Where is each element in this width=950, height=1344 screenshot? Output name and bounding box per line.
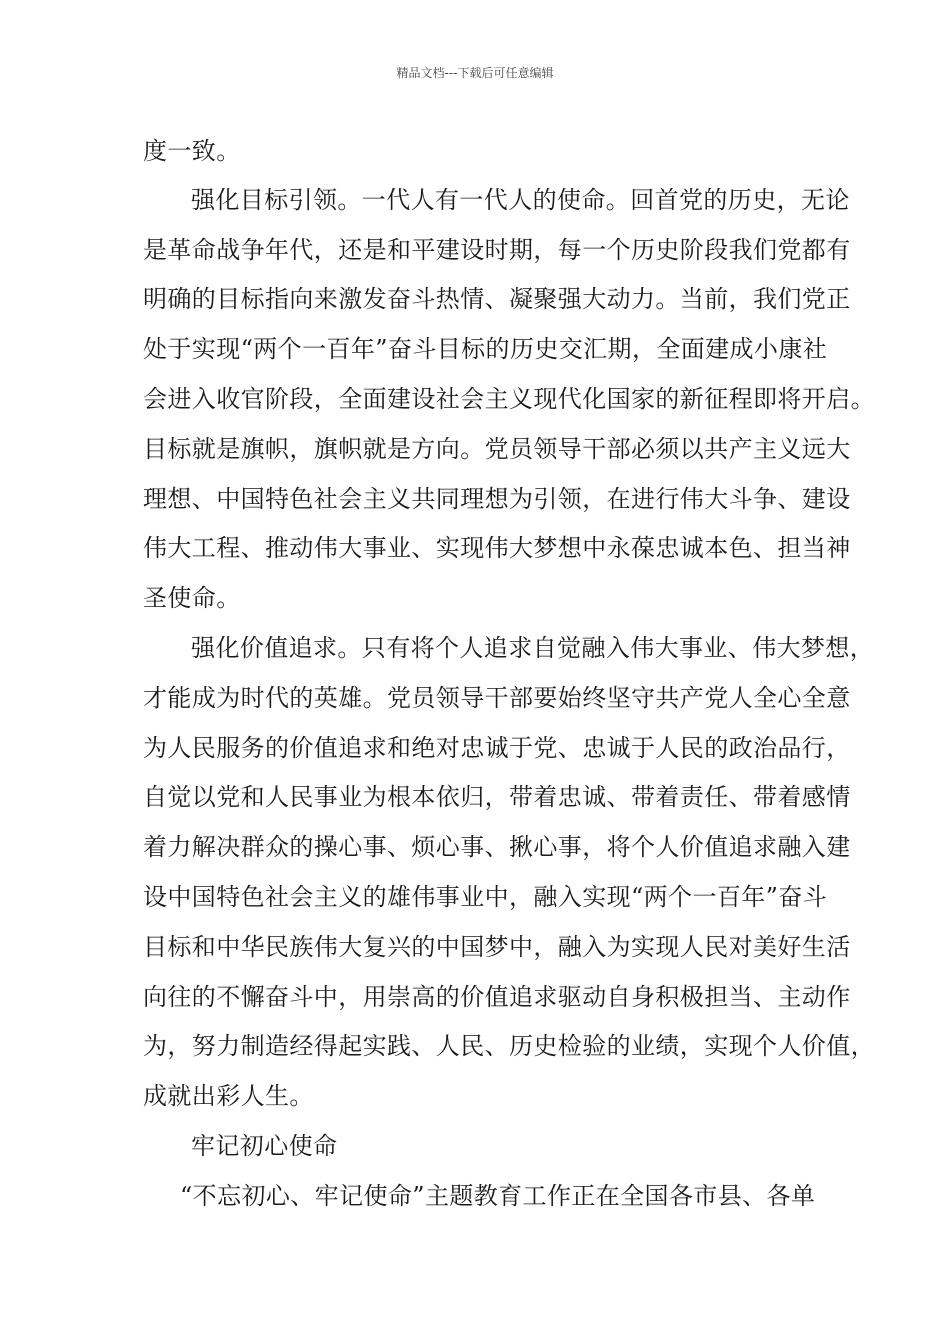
text-line: 是革命战争年代，还是和平建设时期，每一个历史阶段我们党都有 [143, 236, 851, 264]
text-line: 明确的目标指向来激发奋斗热情、凝聚强大动力。当前，我们党正 [143, 285, 851, 313]
text-line: 才能成为时代的英雄。党员领导干部要始终坚守共产党人全心全意 [143, 684, 851, 712]
text-line: 成就出彩人生。 [143, 1082, 314, 1110]
paragraph-first-line: 强化目标引领。一代人有一代人的使命。回首党的历史，无论 [191, 186, 850, 214]
text-line: 着力解决群众的操心事、烦心事、揪心事，将个人价值追求融入建 [143, 833, 851, 861]
text-line: 为，努力制造经得起实践、人民、历史检验的业绩，实现个人价值， [143, 1032, 875, 1060]
text-line: 伟大工程、推动伟大事业、实现伟大梦想中永葆忠诚本色、担当神 [143, 534, 851, 562]
text-line: 设中国特色社会主义的雄伟事业中，融入实现“两个一百年”奋斗 [143, 883, 828, 911]
text-line: 目标和中华民族伟大复兴的中国梦中，融入为实现人民对美好生活 [143, 933, 851, 961]
text-line: 度一致。 [143, 137, 241, 165]
section-heading: 牢记初心使命 [191, 1132, 338, 1160]
text-line: 处于实现“两个一百年”奋斗目标的历史交汇期，全面建成小康社 [143, 335, 828, 363]
text-line: 目标就是旗帜，旗帜就是方向。党员领导干部必须以共产主义远大 [143, 435, 851, 463]
text-line: 理想、中国特色社会主义共同理想为引领，在进行伟大斗争、建设 [143, 485, 851, 513]
text-line: 会进入收官阶段，全面建设社会主义现代化国家的新征程即将开启。 [143, 385, 875, 413]
text-line: 为人民服务的价值追求和绝对忠诚于党、忠诚于人民的政治品行， [143, 734, 851, 762]
text-line: 向往的不懈奋斗中，用崇高的价值追求驱动自身积极担当、主动作 [143, 983, 851, 1011]
page-header: 精品文档---下载后可任意编辑 [396, 66, 554, 80]
paragraph-first-line: “不忘初心、牢记使命”主题教育工作正在全国各市县、各单 [180, 1182, 816, 1210]
text-line: 圣使命。 [143, 584, 241, 612]
text-line: 自觉以党和人民事业为根本依归，带着忠诚、带着责任、带着感情 [143, 783, 851, 811]
paragraph-first-line: 强化价值追求。只有将个人追求自觉融入伟大事业、伟大梦想， [191, 634, 875, 662]
